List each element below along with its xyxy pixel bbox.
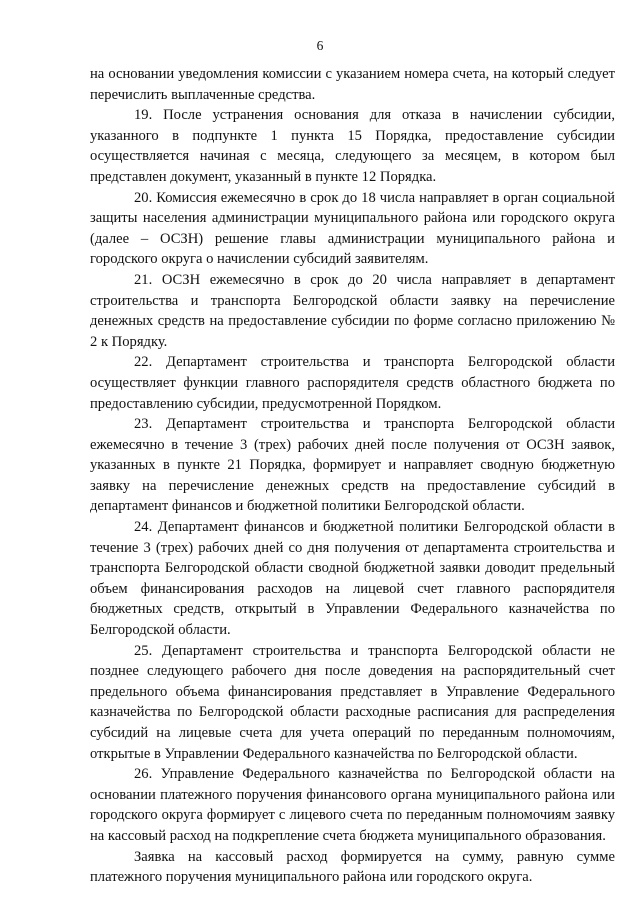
paragraph-25: 25. Департамент строительства и транспорта Белгородской области не позднее следующего рабочего дня после доведения на распорядительный счет предельного объема финансирования представляет в Управление Федерального казначейства по Белгородской области расходные расписания для распределения субсидий на лицевые счета для учета операций по переданным полномочиям, открытые в Управлении Федерального казначейства по Белгородской области.: [90, 642, 615, 762]
paragraph-23: 23. Департамент строительства и транспорта Белгородской области ежемесячно в течение 3 (трех) рабочих дней после получения от ОСЗН заявок, указанных в пункте 21 Порядка, формирует и направляет сводную бюджетную заявку на перечисление денежных средств на предоставление субсидий в департамент финансов и бюджетной политики Белгородской области.: [90, 416, 615, 515]
paragraph-22: 22. Департамент строительства и транспорта Белгородской области осуществляет функции главного распорядителя средств областного бюджета по предоставлению субсидии, предусмотренной Порядком.: [90, 354, 615, 412]
paragraph-20: 20. Комиссия ежемесячно в срок до 18 числа направляет в орган социальной защиты населения администрации муниципального района или городского округа (далее – ОСЗН) решение главы администрации муниципального района и городского округа о начислении субсидий заявителям.: [90, 189, 615, 268]
paragraph-21: 21. ОСЗН ежемесячно в срок до 20 числа направляет в департамент строительства и транспорта Белгородской области заявку на перечисление денежных средств на предоставление субсидии по форме согласно приложению № 2 к Порядку.: [90, 271, 615, 350]
paragraph-24: 24. Департамент финансов и бюджетной политики Белгородской области в течение 3 (трех) рабочих дней со дня получения от департамента строительства и транспорта Белгородской области сводной бюджетной заявки доводит предельный объем финансирования расходов на лицевой счет главного распорядителя бюджетных средств, открытый в Управлении Федерального казначейства по Белгородской области.: [90, 519, 615, 639]
paragraph-final: Заявка на кассовый расход формируется на сумму, равную сумме платежного поручения муниципального района или городского округа.: [90, 848, 615, 886]
paragraph-continuation: на основании уведомления комиссии с указанием номера счета, на который следует перечислить выплаченные средства.: [90, 66, 615, 103]
paragraph-19: 19. После устранения основания для отказа в начислении субсидии, указанного в подпункте 1 пункта 15 Порядка, предоставление субсидии осуществляется начиная с месяца, следующего за месяцем, в котором был представлен документ, указанный в пункте 12 Порядка.: [90, 107, 615, 185]
paragraph-26: 26. Управление Федерального казначейства по Белгородской области на основании платежного поручения финансового органа муниципального района или городского округа формирует с лицевого счета по переданным полномочиям заявку на кассовый расход на подкрепление счета бюджета муниципального образования.: [90, 766, 615, 844]
document-body: [90, 64, 615, 888]
page-number: 6: [316, 38, 324, 53]
